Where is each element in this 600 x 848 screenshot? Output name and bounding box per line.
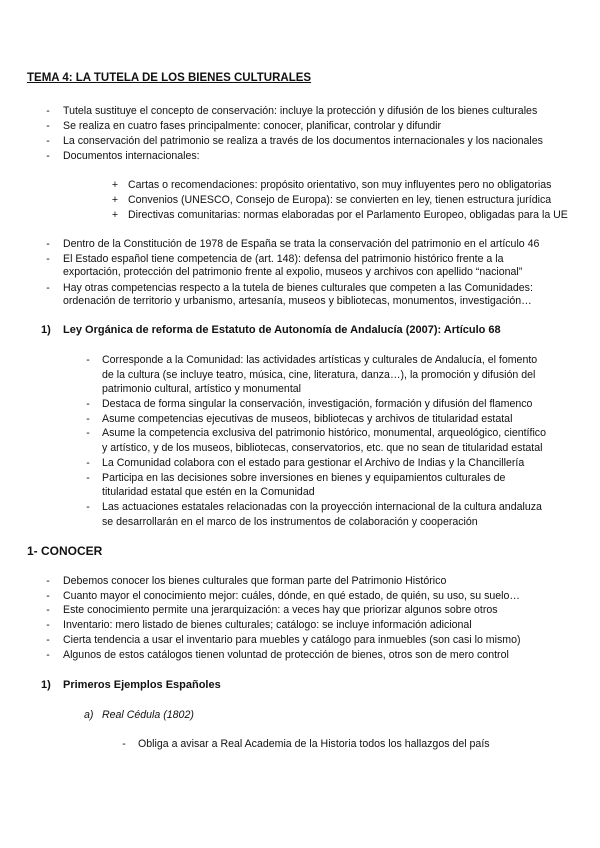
dash-marker: - <box>46 120 50 132</box>
dash-marker: - <box>46 619 50 631</box>
dash-marker: - <box>86 413 90 425</box>
dash-marker: - <box>46 649 50 661</box>
dash-marker: - <box>46 634 50 646</box>
page-title: TEMA 4: LA TUTELA DE LOS BIENES CULTURALES <box>27 72 312 84</box>
dash-marker: - <box>46 253 50 265</box>
dash-marker: - <box>86 472 90 484</box>
dash-marker: - <box>86 457 90 469</box>
dash-marker: - <box>86 501 90 513</box>
dash-marker: - <box>86 354 90 366</box>
dash-marker: - <box>86 427 90 439</box>
dash-marker: - <box>122 738 126 750</box>
plus-marker: + <box>111 179 119 191</box>
dash-marker: - <box>46 135 50 147</box>
dash-marker: - <box>46 282 50 294</box>
dash-marker: - <box>46 590 50 602</box>
plus-marker: + <box>111 194 119 206</box>
dash-marker: - <box>86 398 90 410</box>
dash-marker: - <box>46 238 50 250</box>
dash-marker: - <box>46 604 50 616</box>
dash-marker: - <box>46 105 50 117</box>
section-heading-conocer: 1- CONOCER <box>27 544 103 558</box>
dash-marker: - <box>46 575 50 587</box>
dash-marker: - <box>46 150 50 162</box>
plus-marker: + <box>111 209 119 221</box>
